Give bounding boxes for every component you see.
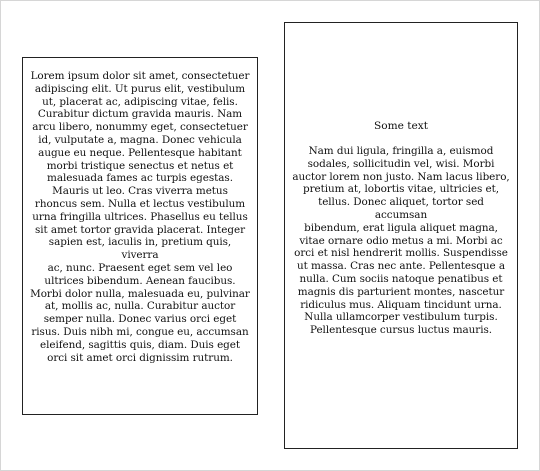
right-heading: Some text [373,120,429,132]
left-text-box [22,57,258,415]
left-body-text: Lorem ipsum dolor sit amet, consectetuer adipiscing elit. Ut purus elit, vestibulum ut, placerat ac, adipiscing vitae, felis. Curabitur dictum gravida mauris. Nam arcu libero, nonummy eget, consectetuer id, vulputate a, magna. Donec vehicula augue eu neque. Pellentesque habitant morbi tristique senectus et netus et malesuada fames ac turpis egestas. Mauris ut leo. Cras viverra metus rhoncus sem. Nulla et lectus vestibulum urna fringilla ultrices. Phasellus eu tellus sit amet tortor gravida placerat. Integer sapien est, iaculis in, pretium quis, viverra ac, nunc. Praesent eget sem vel leo ultrices bibendum. Aenean faucibus. Morbi dolor nulla, malesuada eu, pulvinar at, mollis ac, nulla. Curabitur auctor semper nulla. Donec varius orci eget risus. Duis nibh mi, congue eu, accumsan eleifend, sagittis quis, diam. Duis eget orci sit amet orci dignissim rutrum. [30,70,250,364]
right-body-text: Nam dui ligula, fringilla a, euismod sodales, sollicitudin vel, wisi. Morbi auctor lorem non justo. Nam lacus libero, pretium at, lobortis vitae, ultricies et, tellus. Donec aliquet, tortor sed accumsan bibendum, erat ligula aliquet magna, vitae ornare odio metus a mi. Morbi ac orci et nisl hendrerit mollis. Suspendisse ut massa. Cras nec ante. Pellentesque a nulla. Cum sociis natoque penatibus et magnis dis parturient montes, nascetur ridiculus mus. Aliquam tincidunt urna. Nulla ullamcorper vestibulum turpis. Pellentesque cursus luctus mauris. [292,145,510,337]
right-text-box [284,22,518,449]
